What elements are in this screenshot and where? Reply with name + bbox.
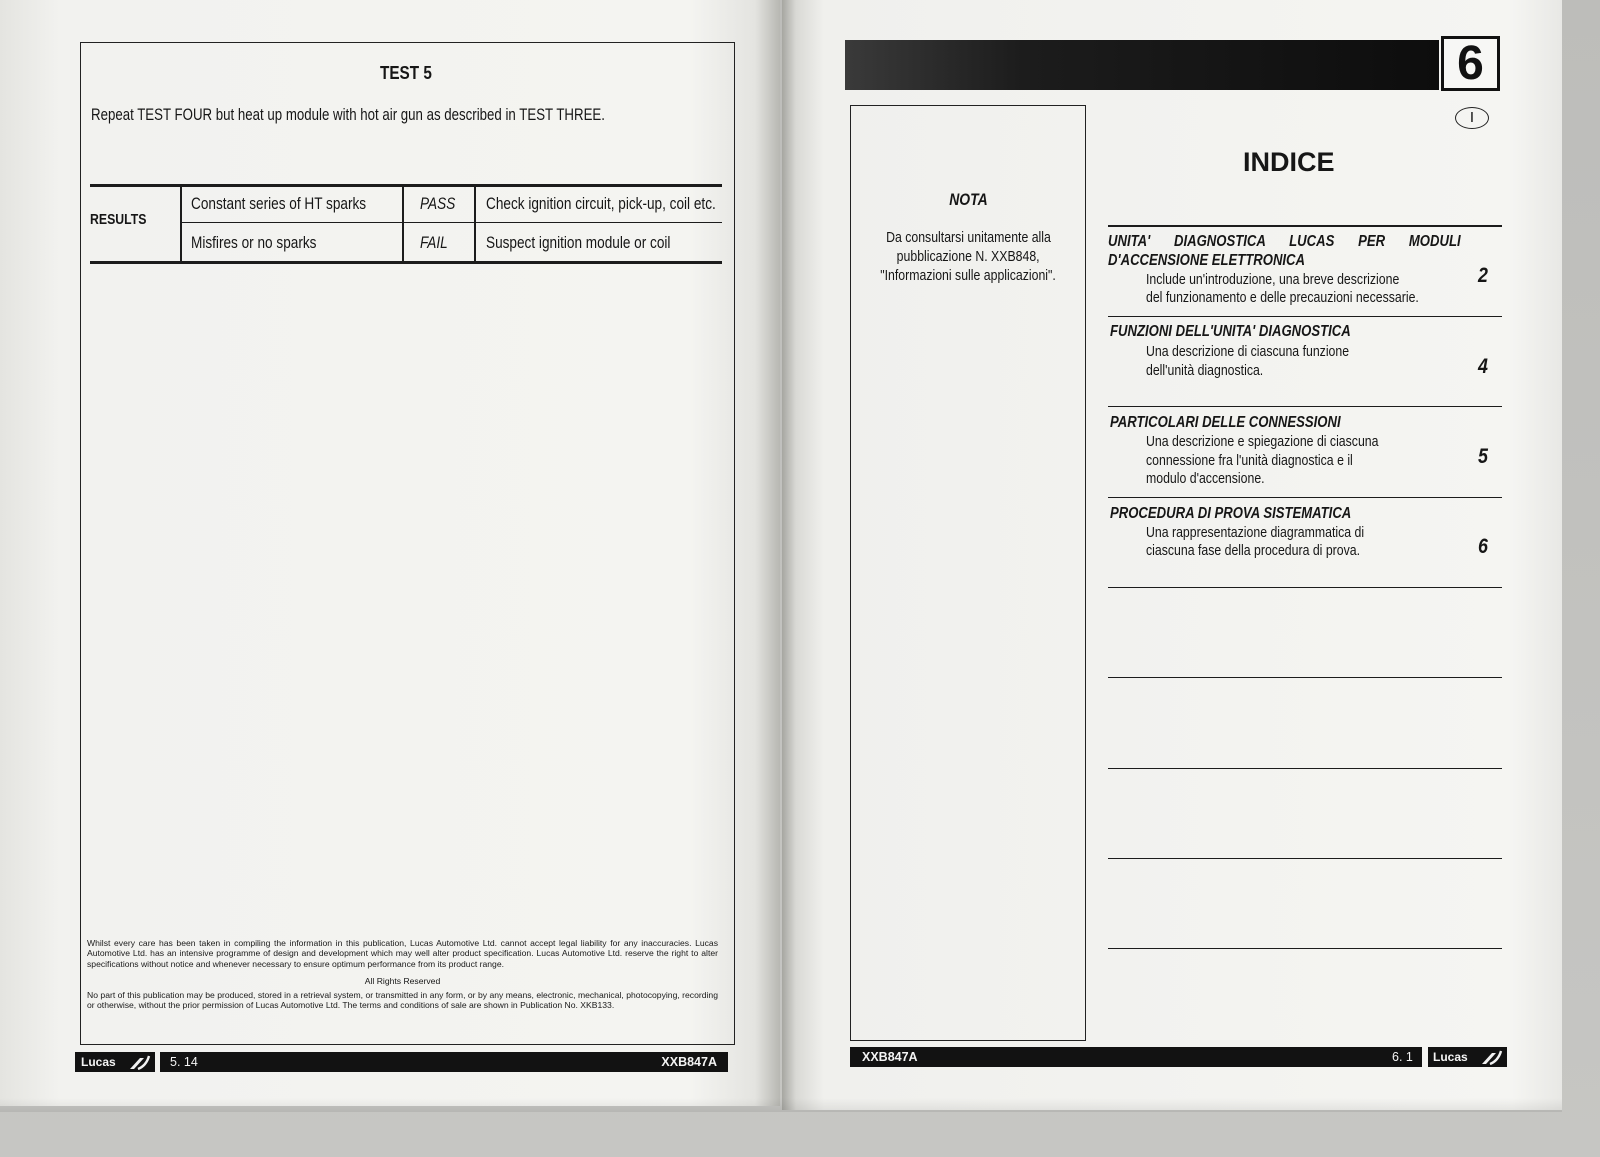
index-rule	[1108, 587, 1502, 588]
note-line-text: Da consultarsi unitamente alla	[885, 229, 1051, 246]
entry-heading: FUNZIONI DELL'UNITA' DIAGNOSTICA	[1110, 323, 1351, 340]
entry-page-number: 6	[1478, 535, 1488, 558]
index-rule	[1108, 677, 1502, 678]
note-line-text: pubblicazione N. XXB848,	[896, 248, 1040, 265]
entry-description: connessione fra l'unità diagnostica e il	[1146, 452, 1353, 469]
entry-page-number: 2	[1478, 264, 1488, 287]
entry-description: dell'unità diagnostica.	[1146, 362, 1264, 379]
note-line-text: "Informazioni sulle applicazioni".	[880, 267, 1056, 284]
entry-page-number: 5	[1478, 445, 1488, 468]
rights-reserved: All Rights Reserved	[364, 976, 441, 986]
note-title	[850, 191, 1086, 208]
publication-code: XXB847A	[862, 1050, 918, 1064]
table-row-divider	[180, 222, 722, 223]
row-action: Check ignition circuit, pick-up, coil etc.	[486, 194, 716, 213]
entry-description: Una descrizione di ciascuna funzione	[1146, 343, 1350, 360]
index-rule	[1108, 948, 1502, 949]
chapter-header-bar	[845, 40, 1439, 90]
page-number: 6. 1	[1392, 1050, 1413, 1064]
entry-description: Include un'introduzione, una breve descrizione	[1146, 271, 1400, 288]
entry-heading: UNITA' DIAGNOSTICA LUCAS PER MODULI	[1108, 233, 1461, 250]
copyright-text: No part of this publication may be produced, stored in a retrieval system, or transmitted in any form, or by any means, electronic, mechanical, photocopying, recording or otherwise, without the prior permission of Lucas Automotive Ltd. The terms and conditions of sale are shown in Publication No. XKB133.	[87, 990, 718, 1011]
page-title: INDICE	[1243, 147, 1335, 177]
content-frame	[80, 42, 735, 1045]
index-rule	[1108, 316, 1502, 317]
row-status: FAIL	[420, 233, 448, 252]
footer-brand-block	[75, 1052, 155, 1072]
entry-description: del funzionamento e delle precauzioni necessarie.	[1146, 289, 1419, 306]
table-column-divider	[402, 185, 404, 262]
entry-description: Una descrizione e spiegazione di ciascuna	[1146, 433, 1379, 450]
entry-page-number: 4	[1478, 355, 1488, 378]
footer-page-bar	[850, 1047, 1422, 1067]
language-marker: I	[1455, 107, 1489, 129]
results-label: RESULTS	[90, 211, 147, 228]
note-line	[850, 249, 1086, 264]
entry-heading: D'ACCENSIONE ELETTRONICA	[1108, 252, 1306, 269]
page-bottom-shadow	[0, 1098, 1562, 1112]
entry-description: ciascuna fase della procedura di prova.	[1146, 542, 1361, 559]
index-rule	[1108, 497, 1502, 498]
test-title: TEST 5	[380, 63, 432, 83]
brand-name: Lucas	[1433, 1050, 1468, 1064]
entry-description: Una rappresentazione diagrammatica di	[1146, 524, 1365, 541]
table-column-divider	[180, 185, 182, 262]
brand-name: Lucas	[81, 1055, 116, 1069]
index-rule	[1108, 225, 1502, 227]
entry-heading: PARTICOLARI DELLE CONNESSIONI	[1110, 414, 1341, 431]
index-rule	[1108, 406, 1502, 407]
note-line	[850, 230, 1086, 245]
footer-brand-block	[1428, 1047, 1507, 1067]
publication-code: XXB847A	[661, 1055, 717, 1069]
entry-description: modulo d'accensione.	[1146, 470, 1265, 487]
index-rule	[1108, 858, 1502, 859]
table-column-divider	[474, 185, 476, 262]
table-top-rule	[90, 184, 722, 187]
row-action: Suspect ignition module or coil	[486, 233, 671, 252]
chapter-number: 6	[1441, 36, 1500, 91]
note-line	[850, 268, 1086, 283]
entry-heading: PROCEDURA DI PROVA SISTEMATICA	[1110, 505, 1352, 522]
row-status: PASS	[420, 194, 456, 213]
note-title-text: NOTA	[948, 190, 988, 209]
lucas-logo-icon	[1479, 1049, 1503, 1065]
disclaimer-text: Whilst every care has been taken in compiling the information in this publication, Lucas Automotive Ltd. cannot accept legal liability for any inaccuracies. Lucas Automotive Ltd. has an intensive programme of design and development which may well alter product specification. Lucas Automotive Ltd. reserve the right to alter specifications without notice and whenever necessary to ensure optimum performance from its product range.	[87, 938, 718, 969]
footer-page-bar	[160, 1052, 728, 1072]
row-condition: Constant series of HT sparks	[191, 194, 367, 213]
index-rule	[1108, 768, 1502, 769]
table-bottom-rule	[90, 261, 722, 264]
lucas-logo-icon	[127, 1054, 151, 1070]
row-condition: Misfires or no sparks	[191, 233, 317, 252]
page-number: 5. 14	[170, 1055, 198, 1069]
test-instruction: Repeat TEST FOUR but heat up module with hot air gun as described in TEST THREE.	[91, 105, 605, 124]
